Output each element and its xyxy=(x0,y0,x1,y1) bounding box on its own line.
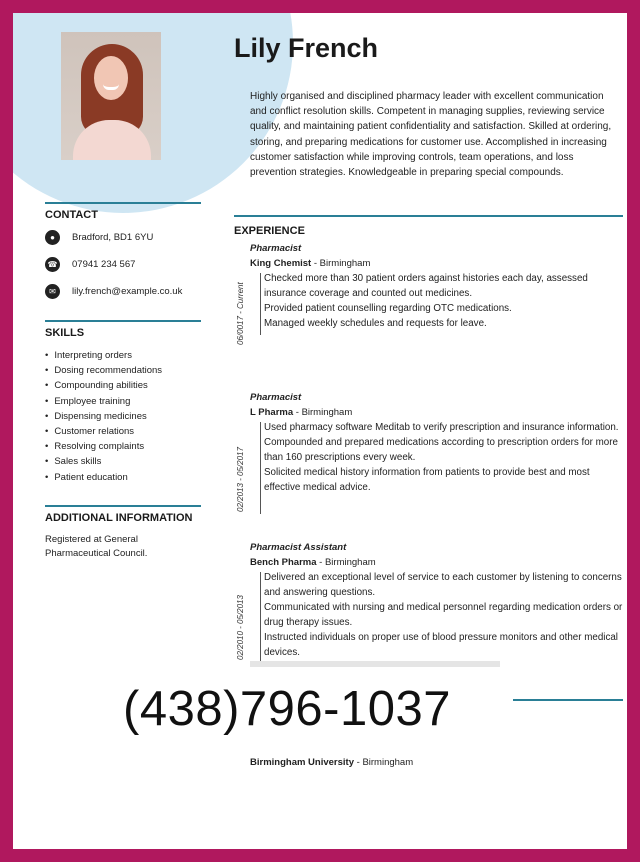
candidate-name: Lily French xyxy=(234,33,379,63)
job-title: Pharmacist xyxy=(250,243,302,254)
list-item: • Customer relations xyxy=(45,424,162,439)
list-item: Delivered an exceptional level of service to each customer by listening to concerns and answering questions. xyxy=(264,572,622,599)
job-dates: 02/2013 - 05/2017 xyxy=(236,447,245,512)
list-item: • Compounding abilities xyxy=(45,378,162,393)
list-item: Checked more than 30 patient orders against histories each day, assessed insurance coverage and counted out medicines. xyxy=(264,273,588,300)
list-item: • Resolving complaints xyxy=(45,439,162,454)
section-divider xyxy=(513,699,623,701)
profile-photo xyxy=(61,32,161,160)
job-bullets xyxy=(264,420,624,495)
job-bullets xyxy=(264,271,624,331)
skills-heading: SKILLS xyxy=(45,320,201,339)
contact-phone: ☎ 07941 234 567 xyxy=(45,257,135,272)
contact-location: ● Bradford, BD1 6YU xyxy=(45,230,153,245)
timeline-bar xyxy=(260,273,261,335)
list-item: Managed weekly schedules and requests for leave. xyxy=(264,318,487,330)
list-item: Instructed individuals on proper use of blood pressure monitors and other medical devices. xyxy=(264,632,618,659)
contact-email: ✉ lily.french@example.co.uk xyxy=(45,284,182,299)
education-entry: Birmingham University - Birmingham xyxy=(250,757,414,768)
phone-icon: ☎ xyxy=(45,257,60,272)
list-item: • Dosing recommendations xyxy=(45,363,162,378)
list-item: Solicited medical history information from patients to provide best and most effective medical advice. xyxy=(264,467,590,494)
list-item: Communicated with nursing and medical personnel regarding medication orders or drug therapy issues. xyxy=(264,602,623,629)
job-dates: 02/2010 - 05/2013 xyxy=(236,595,245,660)
list-item: Provided patient counselling regarding OTC medications. xyxy=(264,303,512,315)
job-company: L Pharma - Birmingham xyxy=(250,407,353,418)
additional-info-heading: ADDITIONAL INFORMATION xyxy=(45,505,201,524)
timeline-bar xyxy=(260,572,261,664)
list-item: • Patient education xyxy=(45,470,162,485)
obscured-text-line xyxy=(250,661,500,667)
list-item: Compounded and prepared medications according to prescription orders for more than 160 prescriptions every week. xyxy=(264,437,618,464)
contact-heading: CONTACT xyxy=(45,202,201,221)
experience-heading: EXPERIENCE xyxy=(234,215,623,237)
job-company: Bench Pharma - Birmingham xyxy=(250,557,376,568)
timeline-bar xyxy=(260,422,261,514)
job-company: King Chemist - Birmingham xyxy=(250,258,371,269)
overlay-phone-number: (438)796-1037 xyxy=(123,682,451,736)
list-item: • Dispensing medicines xyxy=(45,409,162,424)
professional-summary: Highly organised and disciplined pharmacy leader with excellent communication and conflict resolution skills. Competent in managing supplies, reviewing service quality, and maintaining patient confidentiality and satisfaction. Skilled at ordering, storing, and preparing medications for customer use. Accomplished in increasing customer satisfaction while improving controls, team operations, and loss prevention strategies. Knowledgeable in preparing special compounds. xyxy=(250,91,612,179)
resume-page xyxy=(13,13,627,849)
list-item: • Interpreting orders xyxy=(45,348,162,363)
list-item: Used pharmacy software Meditab to verify prescription and insurance information. xyxy=(264,422,619,433)
job-title: Pharmacist xyxy=(250,392,302,403)
list-item: • Employee training xyxy=(45,394,162,409)
job-title: Pharmacist Assistant xyxy=(250,542,347,553)
mail-icon: ✉ xyxy=(45,284,60,299)
skills-list xyxy=(45,348,162,485)
job-bullets xyxy=(264,570,624,661)
additional-info-text: Registered at General Pharmaceutical Council. xyxy=(45,534,148,559)
job-dates: 06/0017 - Current xyxy=(236,282,245,345)
location-pin-icon: ● xyxy=(45,230,60,245)
list-item: • Sales skills xyxy=(45,454,162,469)
